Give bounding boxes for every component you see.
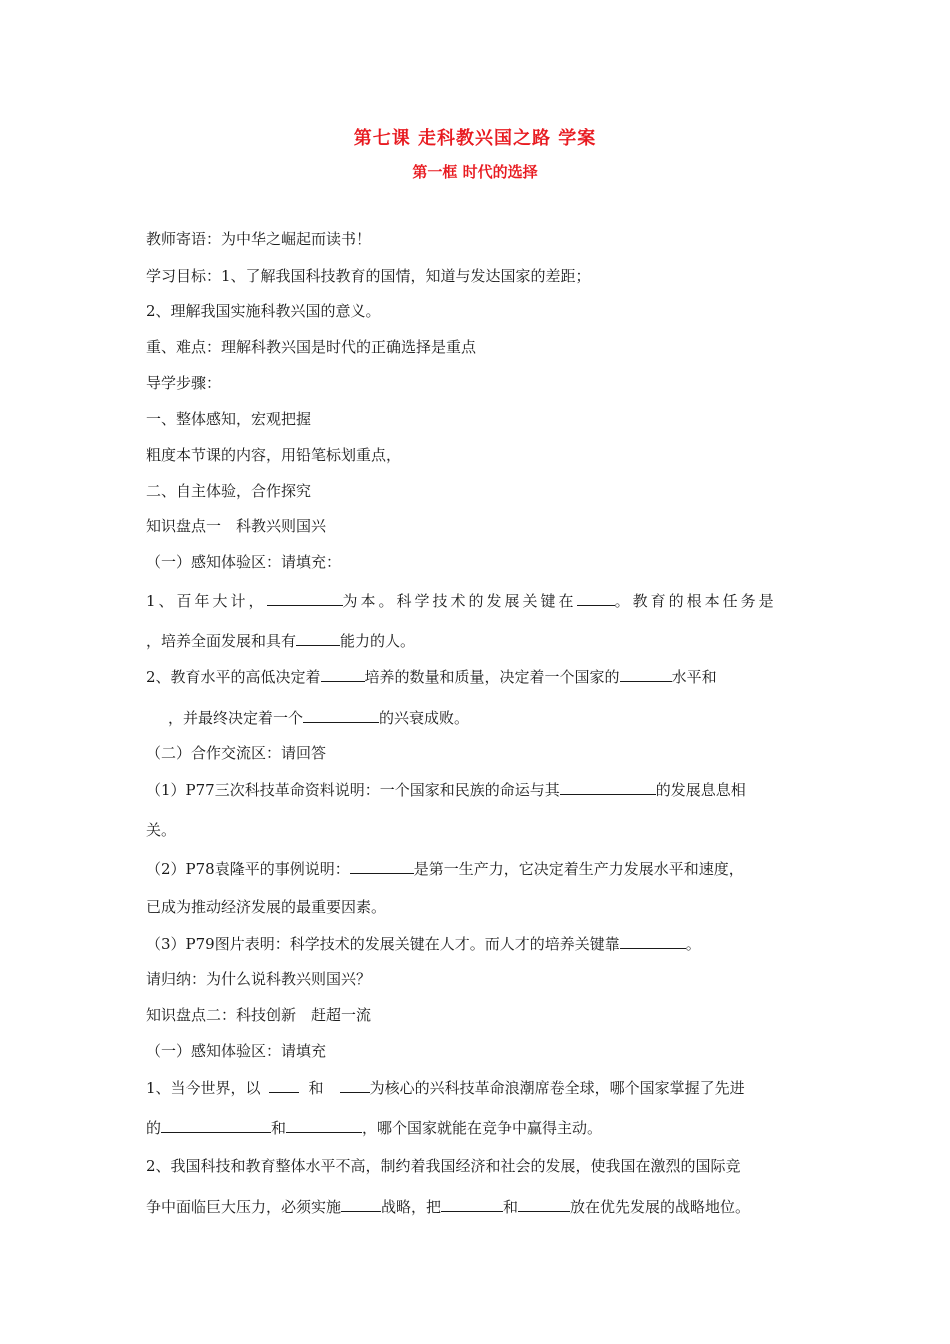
step-one-text: 粗度本节课的内容，用铅笔标划重点， <box>146 446 402 464</box>
blank[interactable] <box>350 858 414 874</box>
blank[interactable] <box>518 1196 570 1212</box>
step-one-heading: 一、整体感知，宏观把握 <box>146 410 312 428</box>
blank[interactable] <box>296 630 340 646</box>
knowledge-point-1-heading: 知识盘点一 科教兴则国兴 <box>146 517 327 535</box>
question-4-line-2: 争中面临巨大压力，必须实施 战略，把 和 放在优先发展的战略地位。 <box>146 1198 751 1216</box>
blank[interactable] <box>441 1196 503 1212</box>
question-1-line-1: 1、百年大计， 为本。科学技术的发展关键在 。教育的根本任务是 <box>146 592 777 610</box>
question-2-line-2: ，并最终决定着一个 的兴衰成败。 <box>168 709 470 727</box>
learning-goal-1: 学习目标：1、了解我国科技教育的国情，知道与发达国家的差距； <box>146 267 591 285</box>
cooperation-area-heading: （二）合作交流区：请回答 <box>146 744 327 762</box>
perception-area-heading-2: （一）感知体验区：请填充 <box>146 1042 327 1060</box>
key-points: 重、难点：理解科教兴国是时代的正确选择是重点 <box>146 338 477 356</box>
blank[interactable] <box>321 666 365 682</box>
question-1-line-2: ，培养全面发展和具有 能力的人。 <box>146 632 416 650</box>
blank[interactable] <box>161 1117 271 1133</box>
blank[interactable] <box>269 1077 299 1093</box>
blank[interactable] <box>286 1117 362 1133</box>
blank[interactable] <box>267 590 343 606</box>
blank[interactable] <box>620 666 672 682</box>
guide-steps-heading: 导学步骤： <box>146 374 222 392</box>
answer-2-line-2: 已成为推动经济发展的最重要因素。 <box>146 898 387 916</box>
question-3-line-2: 的 和 ，哪个国家就能在竞争中赢得主动。 <box>146 1119 603 1137</box>
perception-area-heading-1: （一）感知体验区：请填充： <box>146 553 342 571</box>
answer-1-line-2: 关。 <box>146 821 177 839</box>
step-two-heading: 二、自主体验，合作探究 <box>146 482 312 500</box>
blank[interactable] <box>303 707 379 723</box>
question-2-line-1: 2、教育水平的高低决定着 培养的数量和质量，决定着一个国家的 水平和 <box>146 668 717 686</box>
summary-question: 请归纳：为什么说科教兴则国兴？ <box>146 970 372 988</box>
blank[interactable] <box>620 933 686 949</box>
answer-3: （3）P79图片表明：科学技术的发展关键在人才。而人才的培养关键靠 。 <box>146 935 701 953</box>
blank[interactable] <box>340 1077 370 1093</box>
answer-2-line-1: （2）P78袁隆平的事例说明： 是第一生产力，它决定着生产力发展水平和速度， <box>146 860 744 878</box>
blank[interactable] <box>560 779 656 795</box>
lesson-title: 第七课 走科教兴国之路 学案 <box>353 128 597 149</box>
teacher-message: 教师寄语：为中华之崛起而读书！ <box>146 230 372 248</box>
answer-1-line-1: （1）P77三次科技革命资料说明：一个国家和民族的命运与其 的发展息息相 <box>146 781 746 799</box>
knowledge-point-2-heading: 知识盘点二：科技创新 赶超一流 <box>146 1006 372 1024</box>
blank[interactable] <box>341 1196 381 1212</box>
lesson-subtitle: 第一框 时代的选择 <box>412 163 538 181</box>
question-3-line-1: 1、当今世界，以 和 为核心的兴科技革命浪潮席卷全球，哪个国家掌握了先进 <box>146 1079 745 1097</box>
question-4-line-1: 2、我国科技和教育整体水平不高，制约着我国经济和社会的发展，使我国在激烈的国际竞 <box>146 1157 741 1175</box>
blank[interactable] <box>577 590 615 606</box>
learning-goal-2: 2、理解我国实施科教兴国的意义。 <box>146 302 381 320</box>
